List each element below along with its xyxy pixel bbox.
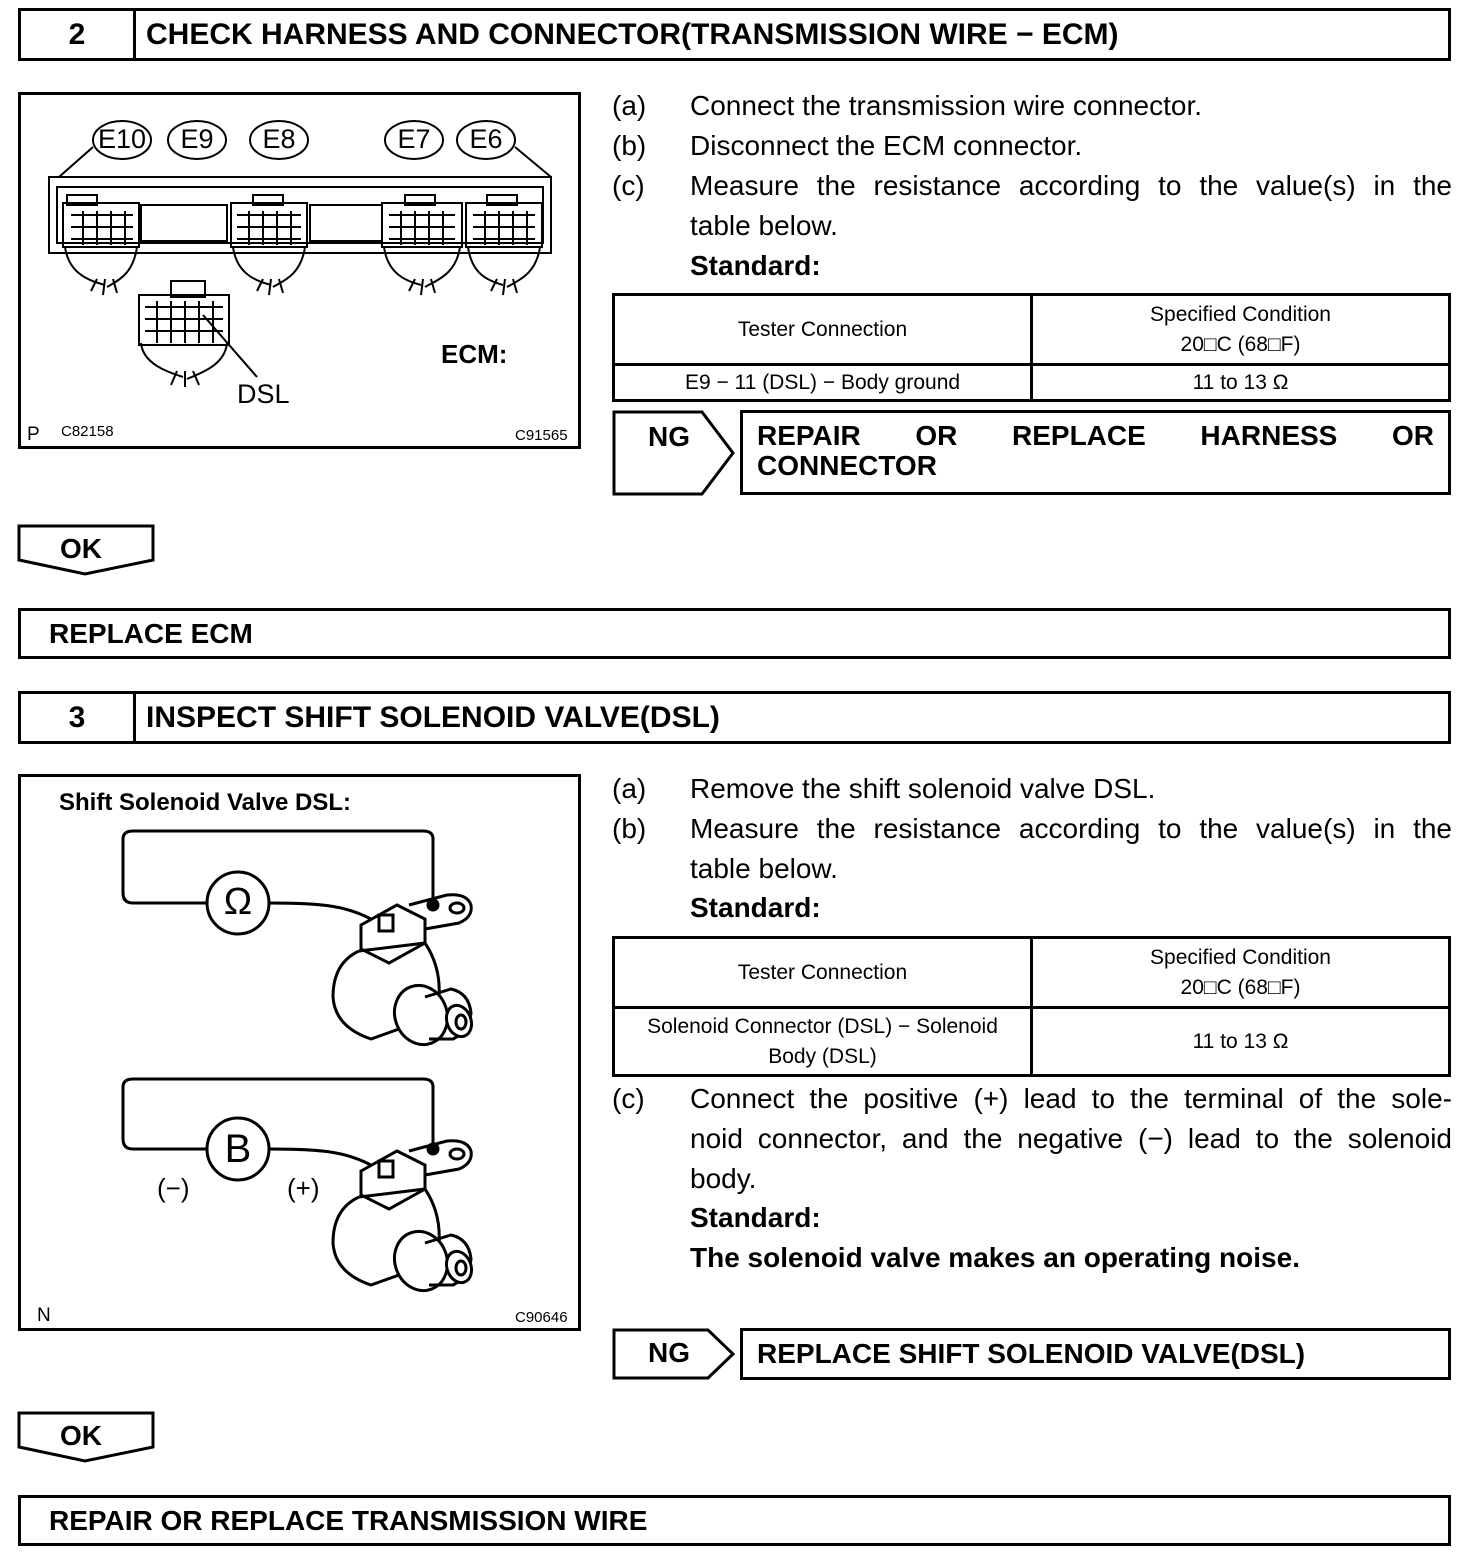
replace-ecm-box: REPLACE ECM	[18, 608, 1451, 659]
standard-label: Standard:	[690, 250, 821, 281]
ng-action-box-2: REPLACE SHIFT SOLENOID VALVE(DSL)	[740, 1328, 1451, 1380]
ok-label-2: OK	[60, 1420, 102, 1451]
step-3b	[612, 809, 1452, 889]
section-3-header	[18, 691, 1451, 744]
figure-code-left: C82158	[61, 423, 114, 440]
section-2-number: 2	[21, 11, 136, 58]
step-text-line3: body.	[690, 1163, 757, 1194]
connector-label-e9: E9	[180, 124, 214, 154]
step-label: (b)	[612, 813, 647, 844]
solenoid-drawing	[21, 777, 578, 1328]
table-header-condition-title: Specified Condition	[1150, 945, 1331, 969]
ng-label-1: NG	[648, 421, 690, 452]
table-cell-connection: E9 − 11 (DSL) − Body ground	[614, 365, 1032, 401]
connector-label-e6: E6	[469, 124, 503, 154]
ng-action-text-1-continued: CONNECTOR	[757, 450, 937, 481]
step-label: (b)	[612, 130, 647, 161]
step-text-line2: noid connector, and the negative (−) lead to the solenoid	[690, 1123, 1452, 1154]
step-label: (c)	[612, 170, 645, 201]
table-cell-value: 11 to 13 Ω	[1032, 1008, 1450, 1076]
step-3a	[612, 769, 1452, 809]
section-2-header	[18, 8, 1451, 61]
step-text: Connect the transmission wire connector.	[690, 90, 1203, 121]
ok-label-1: OK	[60, 533, 102, 564]
table-header-condition-temp: 20□C (68□F)	[1180, 975, 1301, 999]
step-2b	[612, 126, 1452, 166]
connector-label-e8: E8	[262, 124, 296, 154]
step-text: Remove the shift solenoid valve DSL.	[690, 773, 1156, 804]
table-header-tester: Tester Connection	[614, 295, 1032, 365]
figure-code-right: C91565	[515, 427, 568, 444]
step-text: Disconnect the ECM connector.	[690, 130, 1083, 161]
ng-action-box-1	[740, 410, 1451, 495]
table-header-condition-temp: 20□C (68□F)	[1180, 332, 1301, 356]
table-cell-connection-line2: Body (DSL)	[768, 1044, 877, 1068]
connector-label-e10: E10	[97, 124, 147, 154]
section-3-title: INSPECT SHIFT SOLENOID VALVE(DSL)	[146, 700, 720, 734]
section-2-title: CHECK HARNESS AND CONNECTOR(TRANSMISSION WIRE − ECM)	[146, 17, 1119, 51]
ng-label-2: NG	[648, 1337, 690, 1368]
minus-label: (−)	[157, 1173, 190, 1203]
step-2a	[612, 86, 1452, 126]
figure-corner-letter: P	[27, 424, 40, 445]
standard-noise-text: The solenoid valve makes an operating noise.	[690, 1242, 1300, 1273]
step-label: (a)	[612, 773, 647, 804]
step-text: Measure the resistance according to the value(s) in the	[690, 813, 1452, 844]
step-text-line1: Connect the positive (+) lead to the terminal of the sole-	[690, 1083, 1452, 1114]
standard-label: Standard:	[690, 1202, 821, 1233]
table-cell-value: 11 to 13 Ω	[1032, 365, 1450, 401]
repair-transmission-wire-box: REPAIR OR REPLACE TRANSMISSION WIRE	[18, 1495, 1451, 1546]
battery-symbol: B	[224, 1127, 252, 1171]
table-header-condition	[1032, 938, 1450, 1008]
resistance-table-ecm	[612, 293, 1451, 402]
step-text-continued: table below.	[690, 853, 838, 884]
step-text-continued: table below.	[690, 210, 838, 241]
figure-code: C90646	[515, 1309, 568, 1326]
standard-label: Standard:	[690, 892, 821, 923]
solenoid-figure-title: Shift Solenoid Valve DSL:	[59, 789, 352, 816]
plus-label: (+)	[287, 1173, 320, 1203]
step-text: Measure the resistance according to the value(s) in the	[690, 170, 1452, 201]
dsl-label: DSL	[237, 379, 290, 409]
solenoid-figure	[18, 774, 581, 1331]
table-header-tester: Tester Connection	[614, 938, 1032, 1008]
step-2c	[612, 166, 1452, 246]
connector-label-e7: E7	[397, 124, 431, 154]
ecm-connector-figure	[18, 92, 581, 449]
figure-corner-letter: N	[37, 1305, 51, 1326]
step-3c	[612, 1079, 1452, 1199]
step-label: (c)	[612, 1083, 645, 1114]
resistance-table-solenoid	[612, 936, 1451, 1077]
ohm-symbol: Ω	[223, 881, 253, 923]
table-header-condition	[1032, 295, 1450, 365]
ecm-label: ECM:	[441, 339, 508, 369]
table-cell-connection-line1: Solenoid Connector (DSL) − Solenoid	[647, 1014, 998, 1038]
table-cell-connection	[614, 1008, 1032, 1076]
step-label: (a)	[612, 90, 647, 121]
section-3-number: 3	[21, 694, 136, 741]
table-header-condition-title: Specified Condition	[1150, 302, 1331, 326]
ng-action-text-1: REPAIR OR REPLACE HARNESS OR	[757, 420, 1434, 451]
